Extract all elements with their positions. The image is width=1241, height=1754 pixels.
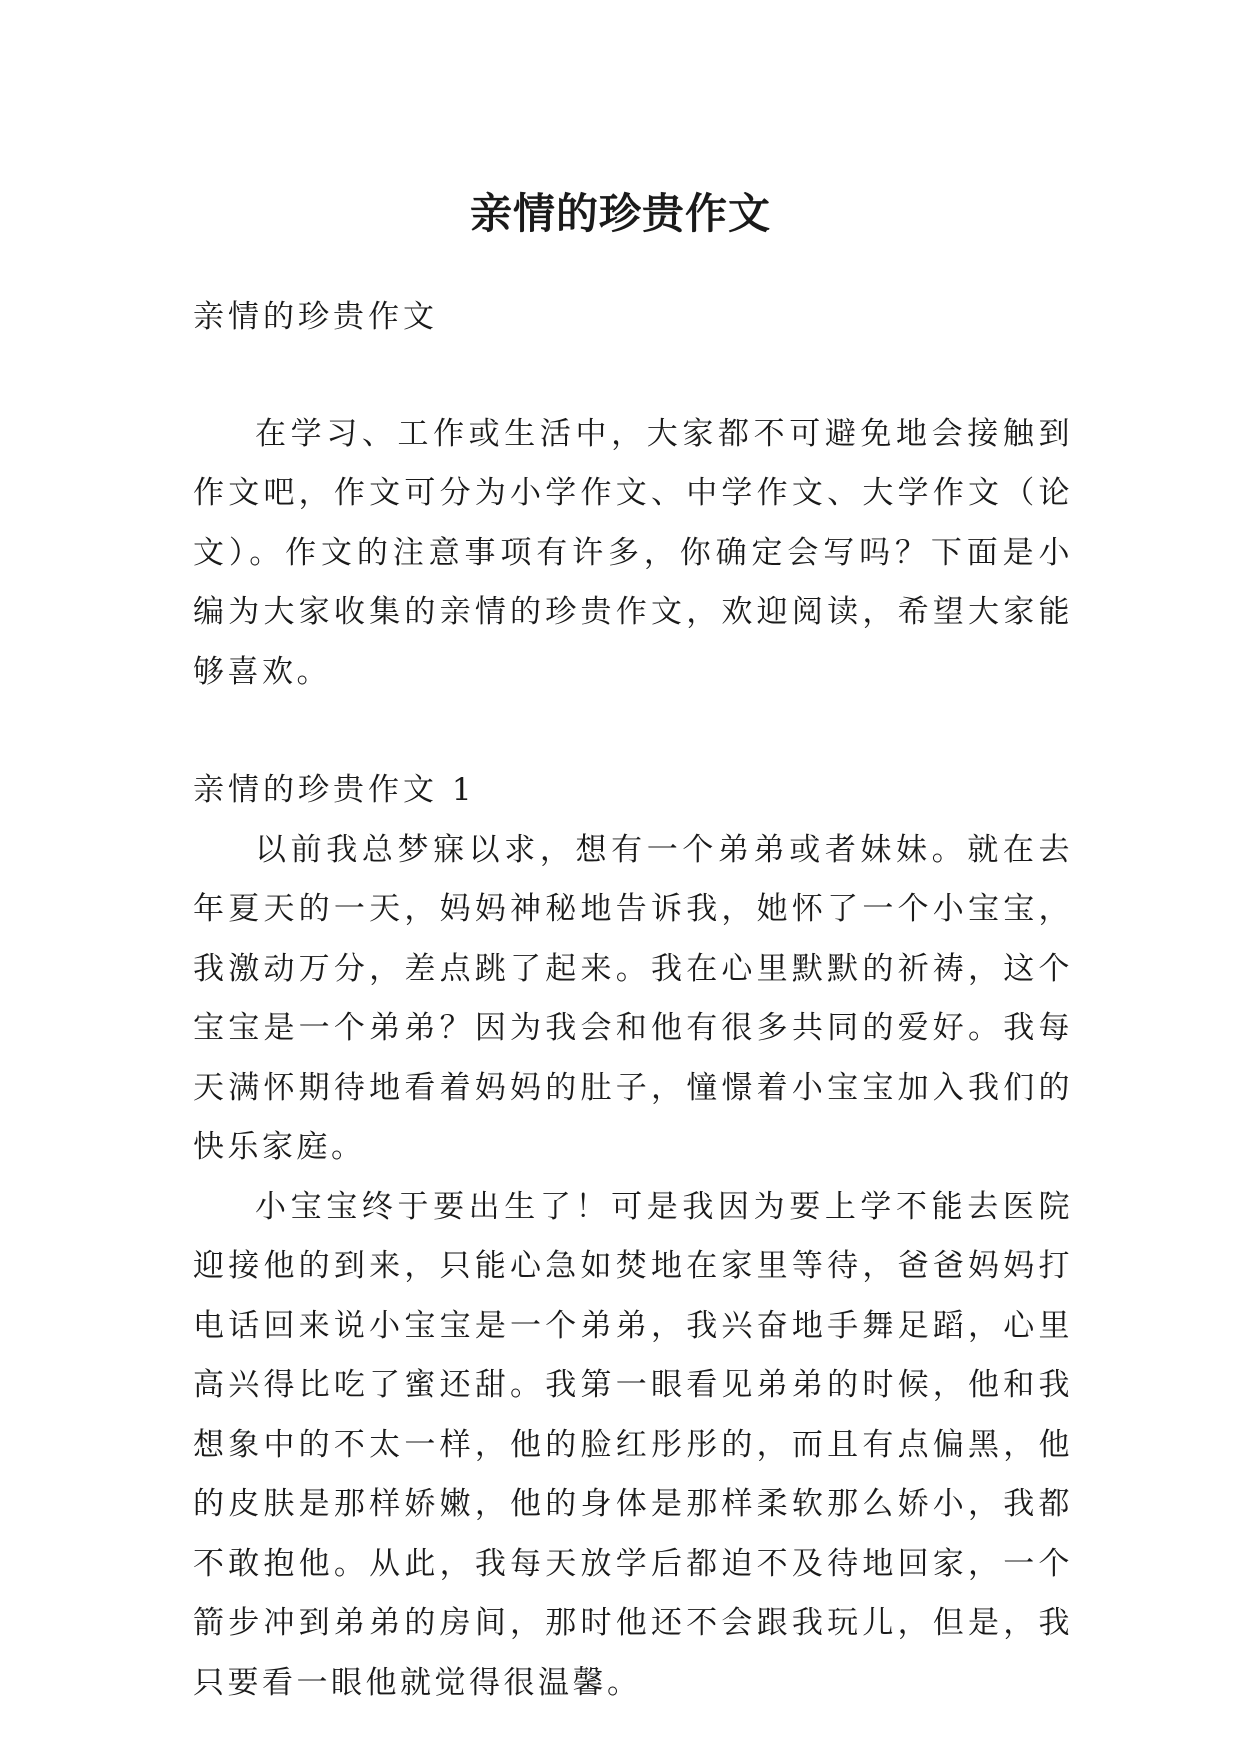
- body-paragraph-2: 小宝宝终于要出生了！可是我因为要上学不能去医院迎接他的到来，只能心急如焚地在家里等待，爸爸妈妈打电话回来说小宝宝是一个弟弟，我兴奋地手舞足蹈，心里高兴得比吃了蜜还甜。我第一眼看见弟弟的时候，他和我想象中的不太一样，他的脸红彤彤的，而且有点偏黑，他的皮肤是那样娇嫩，他的身体是那样柔软那么娇小，我都不敢抱他。从此，我每天放学后都迫不及待地回家，一个箭步冲到弟弟的房间，那时他还不会跟我玩儿，但是，我只要看一眼他就觉得很温馨。: [193, 1188, 1073, 1701]
- document-subtitle: 亲情的珍贵作文: [193, 299, 438, 335]
- document-title: 亲情的珍贵作文: [469, 189, 771, 239]
- body-paragraph-1: 以前我总梦寐以求，想有一个弟弟或者妹妹。就在去年夏天的一天，妈妈神秘地告诉我，她怀了一个小宝宝，我激动万分，差点跳了起来。我在心里默默的祈祷，这个宝宝是一个弟弟？因为我会和他有很多共同的爱好。我每天满怀期待地看着妈妈的肚子，憧憬着小宝宝加入我们的快乐家庭。: [193, 831, 1073, 1165]
- intro-paragraph: 在学习、工作或生活中，大家都不可避免地会接触到作文吧，作文可分为小学作文、中学作文、大学作文（论文）。作文的注意事项有许多，你确定会写吗？下面是小编为大家收集的亲情的珍贵作文，欢迎阅读，希望大家能够喜欢。: [193, 415, 1073, 690]
- document-body: [193, 288, 1073, 1713]
- section-heading: 亲情的珍贵作文 1: [193, 772, 476, 808]
